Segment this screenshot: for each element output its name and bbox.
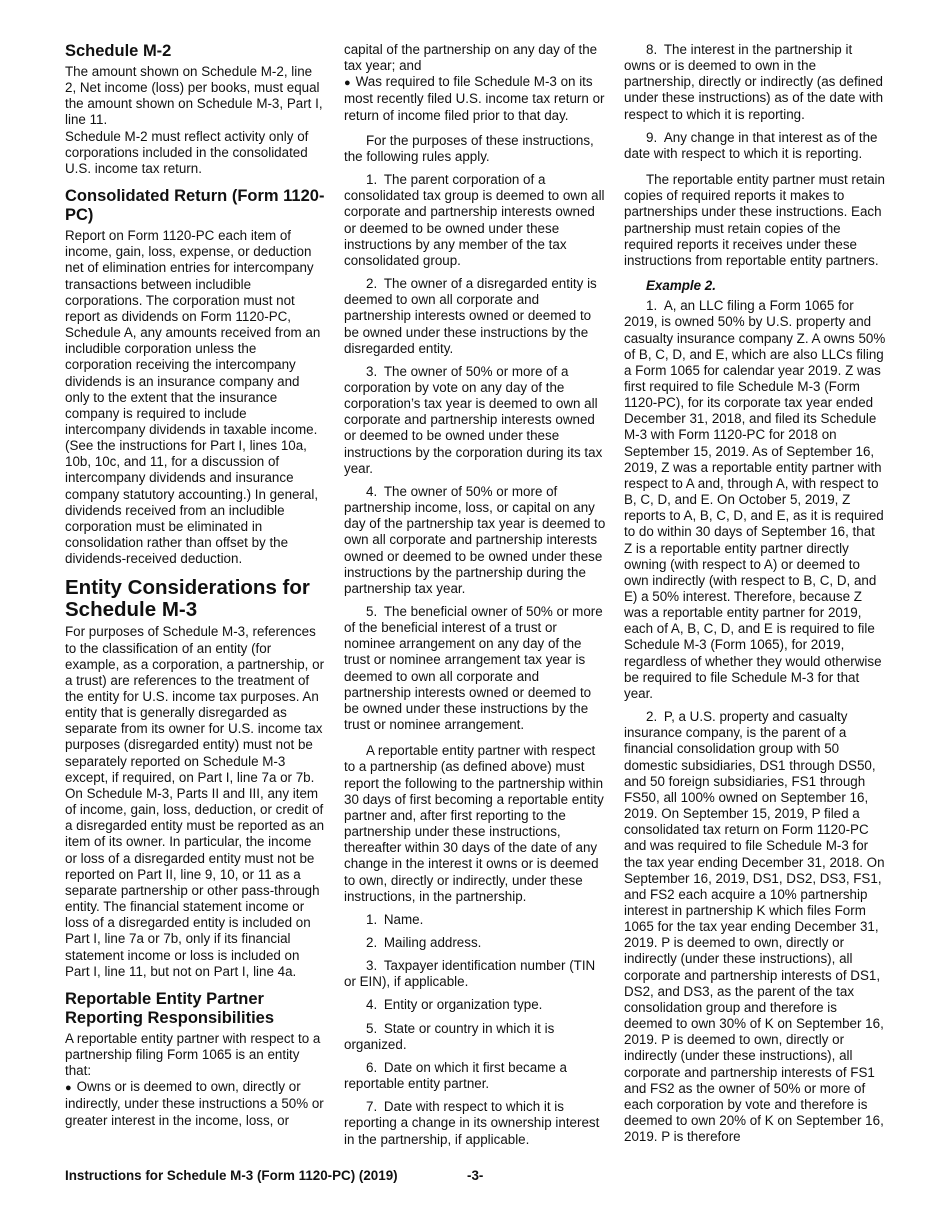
page-footer: [65, 1168, 885, 1183]
list-item: 6. Date on which it first became a reportable entity partner.: [344, 1059, 567, 1092]
footer-title: Instructions for Schedule M-3 (Form 1120-PC) (2019): [65, 1168, 398, 1183]
rule-item: 1. The parent corporation of a consolidated tax group is deemed to own all corporate and partnership interests owned or deemed to be owned under these instructions by any member of the tax consolidated group.: [344, 172, 605, 268]
bullet-icon: ●: [65, 1082, 72, 1095]
example-item: 1. A, an LLC filing a Form 1065 for 2019, is owned 50% by U.S. property and casualty insurance company Z. A owns 50% of B, C, D, and E, which are also LLCs filing a Form 1065 for calendar year 2019. Z was first required to file Schedule M-3 (Form 1120-PC), for its corporate tax year ended December 31, 2018, and filed its Schedule M-3 with Form 1120-PC for 2018 on September 15, 2019. As of September 16, 2019, Z was a reportable entity partner with respect to A and, through A, with respect to B, C, D, and E. On October 5, 2019, Z reports to A, B, C, D, and E, as it is required to do within 30 days of September 16, that Z is a reportable entity partner directly owning (with respect to A) or deemed to own indirectly (with respect to B, C, D, and E) a 50% interest. Therefore, because Z was a reportable entity partner for 2019, each of A, B, C, D, and E is required to file Schedule M-3 (Form 1065), for 2019, regardless of whether they would otherwise be required to file Schedule M-3 for that year.: [624, 298, 886, 701]
column-1: [65, 42, 325, 1131]
example-item: 2. P, a U.S. property and casualty insurance company, is the parent of a financial consolidation group with 50 domestic subsidiaries, DS1 through DS50, and 50 foreign subsidiaries, FS1 through FS50, all 100% owned on September 16, 2019. On September 15, 2019, P filed a consolidated tax return on Form 1120-PC and was required to file Schedule M-3 for the tax year ending December 31, 2018. On September 16, 2019, DS1, DS2, DS3, FS1, and FS2 each acquire a 10% partnership interest in partnership K which files Form 1065 for the tax year ending December 31, 2019. P is deemed to own, directly or indirectly (under these instructions), all corporate and partnership interests of DS1, DS2, and DS3, as the parent of the tax consolidation group and therefore is deemed to own 30% of K on September 16, 2019. P is deemed to own, directly or indirectly (under these instructions), all corporate and partnership interests of FS1 and FS2 as the owner of 50% or more of each corporation by vote and therefore is deemed to own 20% of K on September 16, 2019. P is therefore: [624, 709, 885, 1145]
heading-consolidated-return: Consolidated Return (Form 1120-PC): [65, 187, 325, 225]
rule-item: 2. The owner of a disregarded entity is deemed to own all corporate and partnership interests owned or deemed to be owned under these instructions by the disregarded entity.: [344, 276, 597, 356]
rule-item: 4. The owner of 50% or more of partnership income, loss, or capital on any day of the partnership tax year is deemed to own all corporate and partnership interests owned or deemed to be owned under these instructions by the partnership during the partnership tax year.: [344, 483, 606, 596]
list-item: 8. The interest in the partnership it owns or is deemed to own in the partnership, directly or indirectly (as defined under these instructions) as of the date with respect to which it is reporting.: [624, 42, 884, 122]
paragraph: Schedule M-2 must reflect activity only of corporations included in the consolidated U.S. income tax return.: [65, 128, 309, 176]
bullet-text: Was required to file Schedule M-3 on its most recently filed U.S. income tax return or return of income filed prior to that day.: [344, 74, 605, 123]
rule-item: 5. The beneficial owner of 50% or more of the beneficial interest of a trust or nominee arrangement on any day of the trust or nominee arrangement tax year is deemed to own all corporate and partnership interests owned or deemed to be owned under these instructions by the trust or nominee arrangement.: [344, 604, 603, 733]
rule-item: 3. The owner of 50% or more of a corporation by vote on any day of the corporation’s tax year is deemed to own all corporate and partnership interests owned or deemed to be owned under these instructions by the corporation during its tax year.: [344, 363, 603, 476]
paragraph: For the purposes of these instructions, the following rules apply.: [344, 132, 594, 164]
list-item: 5. State or country in which it is organized.: [344, 1020, 555, 1052]
list-item: 4. Entity or organization type.: [366, 997, 543, 1013]
paragraph: Report on Form 1120-PC each item of income, gain, loss, expense, or deduction net of elimination entries for intercompany transactions between includible corporations. The corporation must not report as dividends on Form 1120-PC, Schedule A, any amounts received from an includible corporation unless the corporation receiving the intercompany dividends is an insurance company and only to the extent that the insurance company is required to include intercompany dividends in taxable income. (See the instructions for Part I, lines 10a, 10b, 10c, and 11, for a discussion of intercompany dividends and insurance company statutory accounting.) In general, dividends received from an includible corporation must be eliminated in consolidation rather than offset by the dividends-received deduction.: [65, 228, 321, 567]
column-2: [344, 42, 606, 1155]
paragraph: capital of the partnership on any day of the tax year; and: [344, 42, 598, 74]
paragraph: A reportable entity partner with respect to a partnership filing Form 1065 is an entity that:: [65, 1030, 321, 1079]
paragraph: The amount shown on Schedule M-2, line 2, Net income (loss) per books, must equal the amount shown on Schedule M-3, Part I, line 11.: [65, 64, 323, 128]
bullet-item: [344, 74, 606, 123]
column-3: [624, 42, 886, 1152]
list-item: 1. Name.: [366, 911, 424, 927]
example-heading: Example 2.: [646, 278, 716, 294]
page-number: -3-: [467, 1168, 484, 1183]
list-item: 7. Date with respect to which it is reporting a change in its ownership interest in the partnership, if applicable.: [344, 1099, 600, 1147]
heading-reportable-entity-partner: Reportable Entity Partner Reporting Responsibilities: [65, 989, 275, 1027]
paragraph: A reportable entity partner with respect to a partnership (as defined above) must report the following to the partnership within 30 days of first becoming a reportable entity partner and, after first reporting to the partnership under these instructions, thereafter within 30 days of the date of any change in the interest it owns or is deemed to own, directly or indirectly, under these instructions, in the partnership.: [344, 743, 604, 904]
paragraph: For purposes of Schedule M-3, references to the classification of an entity (for example, as a corporation, a partnership, or a trust) are references to the treatment of the entity for U.S. income tax purposes. An entity that is generally disregarded as separate from its owner for U.S. income tax purposes (disregarded entity) must not be separately reported on Schedule M-3 except, if required, on Part I, line 7a or 7b. On Schedule M-3, Parts II and III, any item of income, gain, loss, deduction, or credit of a disregarded entity must be reported as an item of its owner. In particular, the income or loss of a disregarded entity must not be reported on Part II, line 9, 10, or 11 as a separate partnership or other pass-through entity. The financial statement income or loss of a disregarded entity is included on Part I, line 7a or 7b, only if its financial statement income or loss is included on Part I, line 11, but not on Part I, line 4a.: [65, 624, 325, 979]
heading-entity-considerations: Entity Considerations for Schedule M-3: [65, 576, 310, 622]
paragraph: The reportable entity partner must retain copies of required reports it makes to partnerships under these instructions. Each partnership must retain copies of the required reports it receives under these instructions from reportable entity partners.: [624, 172, 885, 268]
bullet-icon: ●: [344, 77, 351, 90]
bullet-item: [65, 1079, 325, 1128]
list-item: 2. Mailing address.: [366, 934, 482, 950]
list-item: 9. Any change in that interest as of the date with respect to which it is reporting.: [624, 129, 878, 161]
bullet-text: Owns or is deemed to own, directly or indirectly, under these instructions a 50% or greater interest in the income, loss, or: [65, 1079, 324, 1128]
list-item: 3. Taxpayer identification number (TIN or EIN), if applicable.: [344, 958, 596, 990]
heading-schedule-m2: Schedule M-2: [65, 42, 172, 60]
